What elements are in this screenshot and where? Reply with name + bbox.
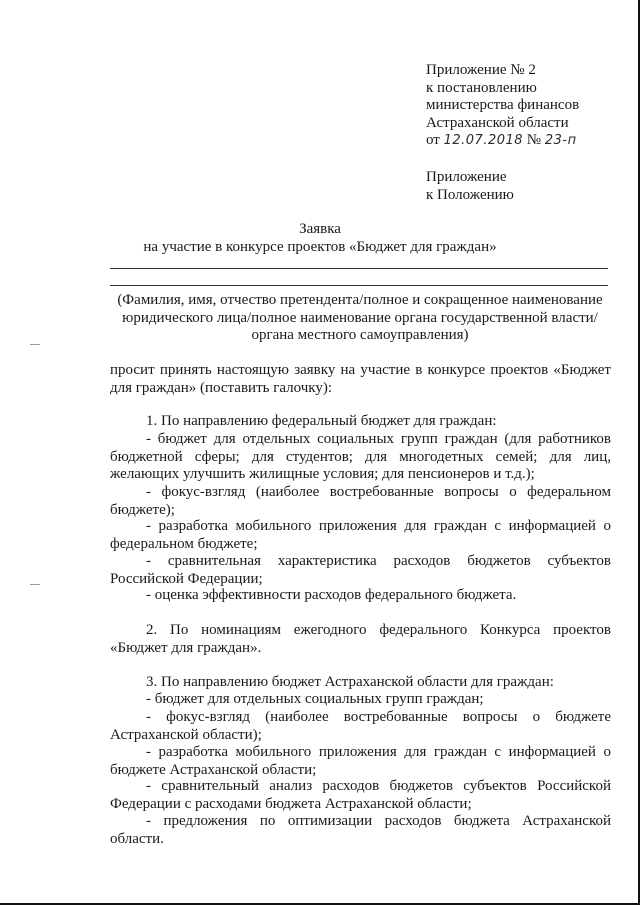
caption-line-3: органа местного самоуправления) [251, 327, 469, 343]
approval-number: 23-п [544, 133, 577, 148]
appendix-line-1: Приложение [426, 169, 507, 185]
section-1-item-1: - бюджет для отдельных социальных групп граждан (для работников бюджетной сферы; для студентов; для многодетных семей; для лиц, желающих улучшить жилищные условия; для пенсионеров и т.д.); [110, 431, 611, 482]
section-1-title: 1. По направлению федеральный бюджет для граждан: [146, 413, 497, 429]
fill-line-1 [110, 268, 608, 269]
section-1-item-3: - разработка мобильного приложения для граждан с информацией о федеральном бюджете; [110, 518, 611, 552]
appendix-block [426, 168, 514, 204]
approval-date: 12.07.2018 [443, 133, 524, 148]
intro-paragraph: просит принять настоящую заявку на участие в конкурсе проектов «Бюджет для граждан» (поставить галочку): [110, 362, 611, 396]
approval-line-4: Астраханской области [426, 114, 569, 131]
approval-line-3: министерства финансов [426, 97, 580, 113]
appendix-line-2: к Положению [426, 187, 514, 203]
caption-line-2: юридического лица/полное наименование органа государственной власти/ [122, 309, 598, 326]
document-title: Заявка [299, 221, 341, 237]
approval-line-1: Приложение № 2 [426, 62, 536, 78]
scan-artifact-2 [30, 584, 40, 585]
section-1-item-2: - фокус-взгляд (наиболее востребованные вопросы о федеральном бюджете); [110, 484, 611, 518]
approval-number-label: № [526, 132, 542, 148]
section-1-item-5: - оценка эффективности расходов федерального бюджета. [146, 587, 517, 603]
scan-artifact-1 [30, 344, 40, 345]
section-3-title: 3. По направлению бюджет Астраханской области для граждан: [146, 674, 554, 690]
section-2: 2. По номинациям ежегодного федерального Конкурса проектов «Бюджет для граждан». [110, 622, 611, 656]
section-1-item-4: - сравнительная характеристика расходов бюджетов субъектов Российской Федерации; [110, 553, 611, 587]
approval-block [426, 62, 579, 150]
section-3-item-4: - сравнительный анализ расходов бюджетов субъектов Российской Федерации с расходами бюджета Астраханской области; [110, 778, 611, 812]
section-3-item-2: - фокус-взгляд (наиболее востребованные вопросы о бюджете Астраханской области); [110, 709, 611, 743]
document-subtitle: на участие в конкурсе проектов «Бюджет для граждан» [143, 239, 497, 255]
section-3-item-3: - разработка мобильного приложения для граждан с информацией о бюджете Астраханской области; [110, 744, 611, 778]
caption-line-1: (Фамилия, имя, отчество претендента/полное и сокращенное наименование [117, 292, 603, 308]
approval-from-prefix: от [426, 132, 440, 148]
applicant-caption [110, 292, 610, 345]
approval-date-line [426, 132, 579, 150]
approval-line-2: к постановлению [426, 79, 537, 96]
section-3-item-1: - бюджет для отдельных социальных групп граждан; [146, 691, 484, 707]
fill-line-2 [110, 285, 608, 286]
section-3-item-5: - предложения по оптимизации расходов бюджета Астраханской области. [110, 813, 611, 847]
